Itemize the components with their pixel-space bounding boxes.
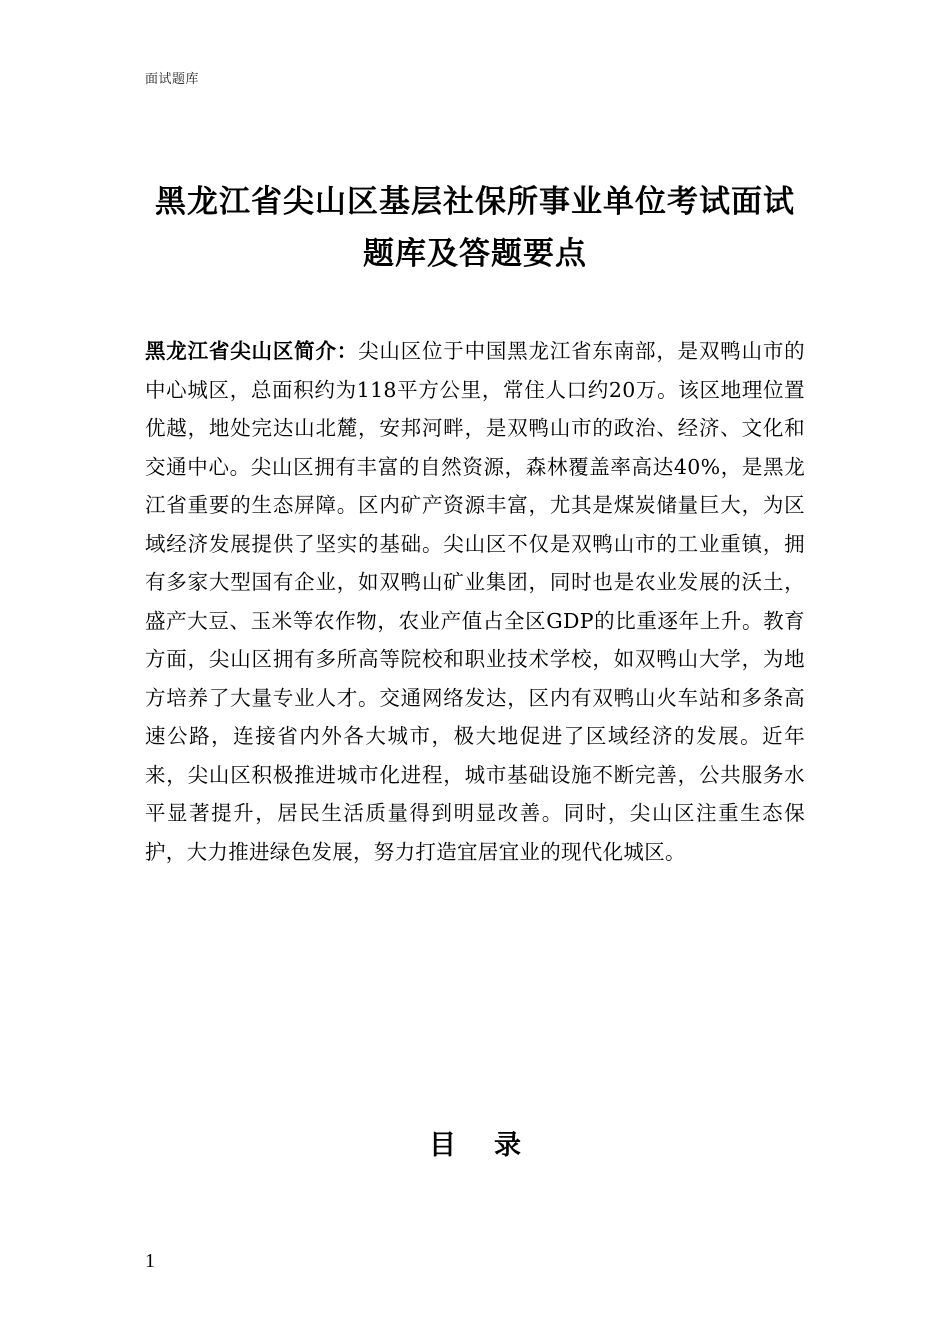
running-header: 面试题库 bbox=[145, 72, 200, 87]
intro-label: 黑龙江省尖山区简介： bbox=[145, 339, 359, 363]
intro-paragraph bbox=[145, 332, 805, 871]
intro-text: 尖山区位于中国黑龙江省东南部，是双鸭山市的中心城区，总面积约为118平方公里，常住人口约20万。该区地理位置优越，地处完达山北麓，安邦河畔，是双鸭山市的政治、经济、文化和交通中心。尖山区拥有丰富的自然资源，森林覆盖率高达40%，是黑龙江省重要的生态屏障。区内矿产资源丰富，尤其是煤炭储量巨大，为区域经济发展提供了坚实的基础。尖山区不仅是双鸭山市的工业重镇，拥有多家大型国有企业，如双鸭山矿业集团，同时也是农业发展的沃土，盛产大豆、玉米等农作物，农业产值占全区GDP的比重逐年上升。教育方面，尖山区拥有多所高等院校和职业技术学校，如双鸭山大学，为地方培养了大量专业人才。交通网络发达，区内有双鸭山火车站和多条高速公路，连接省内外各大城市，极大地促进了区域经济的发展。近年来，尖山区积极推进城市化进程，城市基础设施不断完善，公共服务水平显著提升，居民生活质量得到明显改善。同时，尖山区注重生态保护，大力推进绿色发展，努力打造宜居宜业的现代化城区。 bbox=[145, 339, 805, 864]
toc-heading: 目录 bbox=[429, 1130, 559, 1161]
document-title: 黑龙江省尖山区基层社保所事业单位考试面试题库及答题要点 bbox=[155, 184, 795, 272]
page-number: 1 bbox=[145, 1250, 155, 1272]
